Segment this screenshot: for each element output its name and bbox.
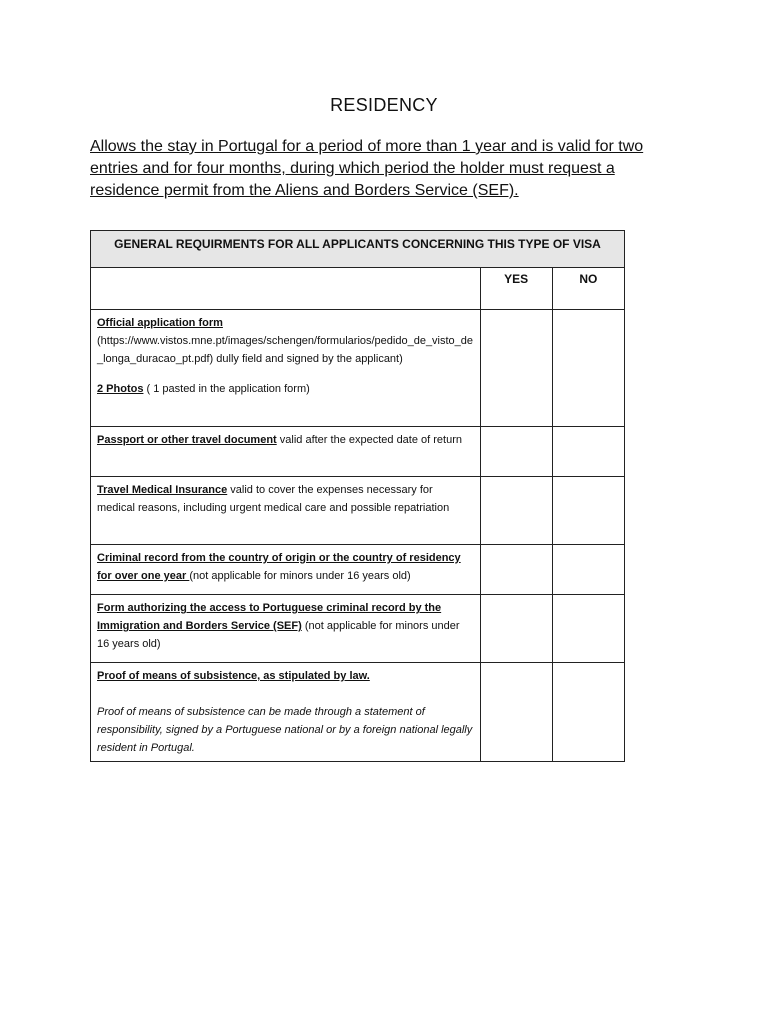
- table-header-row: [91, 231, 625, 268]
- table-row: [91, 427, 625, 477]
- requirement-title: Passport or other travel document: [97, 434, 277, 446]
- intro-paragraph: Allows the stay in Portugal for a period of more than 1 year and is valid for two entries and for four months, during which period the holder must request a residence permit from the Aliens and Borders Service (SEF).: [90, 138, 644, 199]
- yes-checkbox-cell[interactable]: [480, 545, 552, 595]
- requirement-title: Form authorizing the access to Portuguese criminal record by the Immigration and Borders Service (SEF): [97, 602, 442, 632]
- no-checkbox-cell[interactable]: [552, 545, 624, 595]
- requirement-title: Criminal record from the country of origin or the country of residency for over one year: [97, 552, 461, 582]
- yes-checkbox-cell[interactable]: [480, 427, 552, 477]
- requirement-title: 2 Photos: [97, 383, 144, 395]
- yes-checkbox-cell[interactable]: [480, 310, 552, 427]
- requirement-cell: [91, 663, 481, 762]
- table-row: [91, 663, 625, 762]
- yes-column-header: YES: [480, 268, 552, 310]
- table-row: [91, 595, 625, 663]
- column-header-row: [91, 268, 625, 310]
- requirement-cell: [91, 310, 481, 427]
- yes-checkbox-cell[interactable]: [480, 595, 552, 663]
- no-column-header: NO: [552, 268, 624, 310]
- no-checkbox-cell[interactable]: [552, 477, 624, 545]
- requirement-column-header: [91, 268, 481, 310]
- requirement-text: (not applicable for minors under 16 years old): [97, 620, 460, 650]
- no-checkbox-cell[interactable]: [552, 427, 624, 477]
- requirement-title: Official application form: [97, 317, 223, 329]
- requirement-text: valid to cover the expenses necessary for medical reasons, including urgent medical care and possible repatriation: [97, 484, 450, 514]
- requirement-cell: [91, 477, 481, 545]
- requirement-title: Travel Medical Insurance: [97, 484, 228, 496]
- table-row: [91, 310, 625, 427]
- requirement-cell: [91, 545, 481, 595]
- requirements-table: [90, 230, 625, 762]
- no-checkbox-cell[interactable]: [552, 310, 624, 427]
- requirement-text: ( 1 pasted in the application form): [143, 383, 310, 395]
- requirement-text: (not applicable for minors under 16 years old): [189, 570, 411, 582]
- requirement-text: valid after the expected date of return: [276, 434, 462, 446]
- table-row: [91, 545, 625, 595]
- no-checkbox-cell[interactable]: [552, 595, 624, 663]
- document-title: RESIDENCY: [330, 95, 438, 115]
- requirement-text: Proof of means of subsistence can be made through a statement of responsibility, signed by a Portuguese national or by a foreign national legally resident in Portugal.: [97, 706, 473, 754]
- requirement-title: Proof of means of subsistence, as stipulated by law.: [97, 670, 370, 682]
- requirement-text: (https://www.vistos.mne.pt/images/schengen/formularios/pedido_de_visto_de_longa_duracao_pt.pdf) dully field and signed by the applicant): [97, 335, 474, 365]
- no-checkbox-cell[interactable]: [552, 663, 624, 762]
- table-header: GENERAL REQUIRMENTS FOR ALL APPLICANTS CONCERNING THIS TYPE OF VISA: [91, 231, 625, 268]
- requirement-cell: [91, 427, 481, 477]
- table-row: [91, 477, 625, 545]
- requirement-cell: [91, 595, 481, 663]
- yes-checkbox-cell[interactable]: [480, 477, 552, 545]
- yes-checkbox-cell[interactable]: [480, 663, 552, 762]
